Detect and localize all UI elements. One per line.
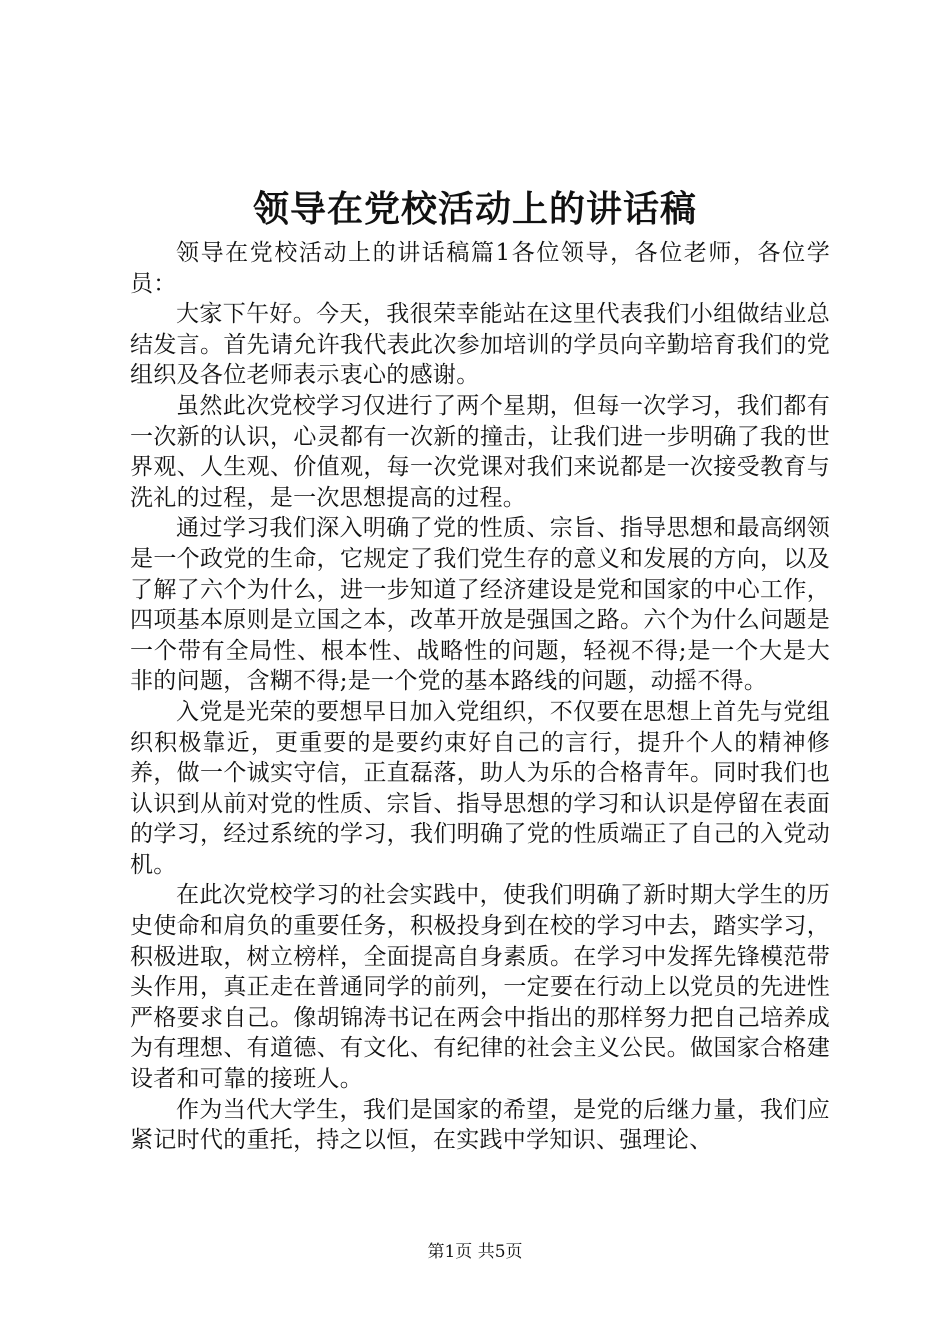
paragraph-4: 通过学习我们深入明确了党的性质、宗旨、指导思想和最高纲领是一个政党的生命，它规定了我们党生存的意义和发展的方向，以及了解了六个为什么，进一步知道了经济建设是党和国家的中心工作，四项基本原则是立国之本，改革开放是强国之路。六个为什么问题是一个带有全局性、根本性、战略性的问题，轻视不得;是一个大是大非的问题，含糊不得;是一个党的基本路线的问题，动摇不得。 <box>130 515 830 695</box>
page-footer: 第1页 共5页 <box>427 1242 523 1262</box>
document-title: 领导在党校活动上的讲话稿 <box>252 188 697 230</box>
paragraph-7: 作为当代大学生，我们是国家的希望，是党的后继力量，我们应紧记时代的重托，持之以恒，在实践中学知识、强理论、 <box>130 1096 830 1154</box>
paragraph-1: 领导在党校活动上的讲话稿篇1各位领导，各位老师，各位学员： <box>130 240 830 297</box>
paragraph-2: 大家下午好。今天，我很荣幸能站在这里代表我们小组做结业总结发言。首先请允许我代表此次参加培训的学员向辛勤培育我们的党组织及各位老师表示衷心的感谢。 <box>130 301 830 389</box>
paragraph-5: 入党是光荣的要想早日加入党组织，不仅要在思想上首先与党组织积极靠近，更重要的是要约束好自己的言行，提升个人的精神修养，做一个诚实守信，正直磊落，助人为乐的合格青年。同时我们也认识到从前对党的性质、宗旨、指导思想的学习和认识是停留在表面的学习，经过系统的学习，我们明确了党的性质端正了自己的入党动机。 <box>130 698 830 878</box>
paragraph-6: 在此次党校学习的社会实践中，使我们明确了新时期大学生的历史使命和肩负的重要任务，积极投身到在校的学习中去，踏实学习，积极进取，树立榜样，全面提高自身素质。在学习中发挥先锋模范带头作用，真正走在普通同学的前列，一定要在行动上以党员的先进性严格要求自己。像胡锦涛书记在两会中指出的那样努力把自己培养成为有理想、有道德、有文化、有纪律的社会主义公民。做国家合格建设者和可靠的接班人。 <box>130 882 830 1093</box>
paragraph-3: 虽然此次党校学习仅进行了两个星期，但每一次学习，我们都有一次新的认识，心灵都有一次新的撞击，让我们进一步明确了我的世界观、人生观、价值观，每一次党课对我们来说都是一次接受教育与洗礼的过程，是一次思想提高的过程。 <box>130 392 830 511</box>
document-body <box>130 238 830 1156</box>
